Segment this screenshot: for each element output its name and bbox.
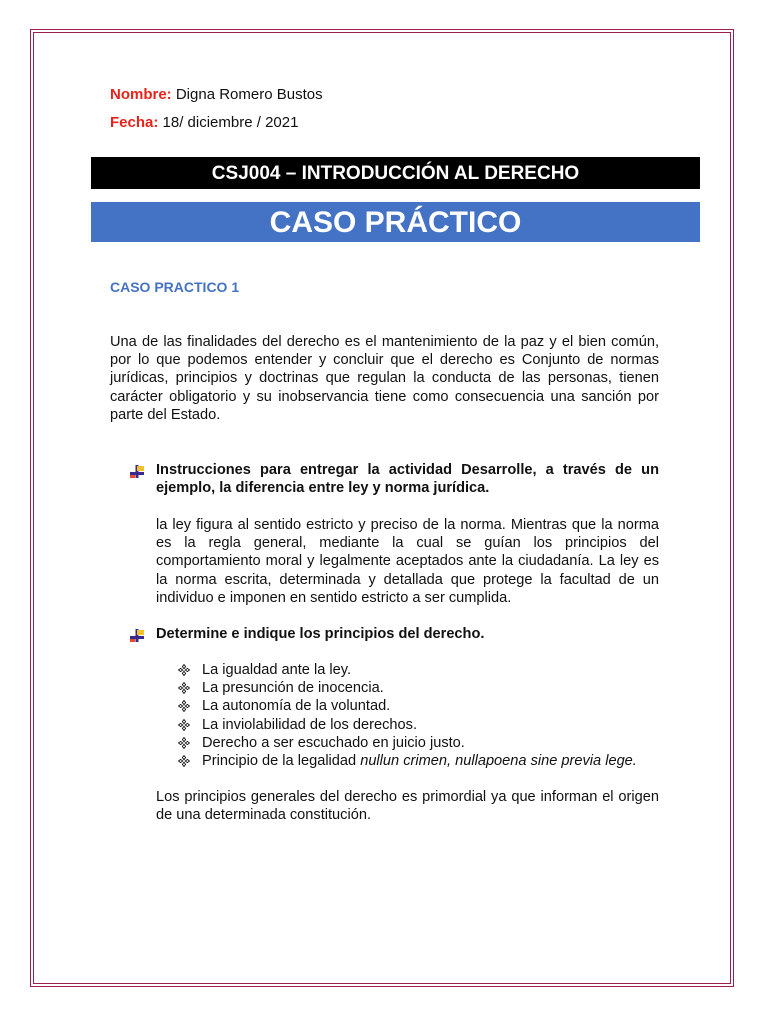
intro-paragraph: Una de las finalidades del derecho es el mantenimiento de la paz y el bien común, por lo que podemos entender y concluir que el derecho es Conjunto de normas jurídicas, principios y doctrinas que regulan la conducta de las personas, tienen carácter obligatorio y su inobservancia tiene como consecuencia una sanción por parte del Estado. [110, 334, 659, 423]
name-line [110, 86, 323, 104]
question-1-answer: la ley figura al sentido estricto y preciso de la norma. Mientras que la norma es la regla general, mediante la cual se guían los principios del comportamiento moral y legalmente aceptados ante la ciudadanía. La ley es la norma escrita, determinada y detallada que protege la facultad de un individuo e imponen en sentido estricto a ser cumplida. [156, 517, 659, 606]
principle-text: La inviolabilidad de los derechos. [202, 716, 417, 733]
list-item [178, 752, 637, 770]
document-title: CASO PRÁCTICO [91, 202, 700, 242]
date-label: Fecha: [110, 114, 159, 131]
question-1-title: Instrucciones para entregar la actividad Desarrolle, a través de un ejemplo, la diferencia entre ley y norma jurídica. [156, 462, 659, 497]
principle-text: La autonomía de la voluntad. [202, 698, 391, 715]
four-diamond-icon [178, 682, 190, 694]
date-line [110, 114, 298, 132]
list-item [178, 661, 637, 679]
four-diamond-icon [178, 664, 190, 676]
question-1 [129, 461, 659, 497]
list-item [178, 716, 637, 734]
name-label: Nombre: [110, 86, 172, 103]
four-diamond-icon [178, 700, 190, 712]
principle-italic-text: nullun crimen, nullapoena sine previa lege. [360, 753, 637, 770]
list-item [178, 734, 637, 752]
four-diamond-icon [178, 719, 190, 731]
closing-paragraph: Los principios generales del derecho es primordial ya que informan el origen de una determinada constitución. [156, 789, 659, 824]
principle-text: La igualdad ante la ley. [202, 662, 352, 678]
list-item [178, 679, 637, 697]
principle-text: La presunción de inocencia. [202, 680, 384, 697]
square-bullet-icon [129, 627, 145, 643]
four-diamond-icon [178, 737, 190, 749]
course-title: CSJ004 – INTRODUCCIÓN AL DERECHO [91, 157, 700, 189]
name-value: Digna Romero Bustos [175, 86, 323, 103]
principles-list [178, 661, 637, 770]
list-item [178, 697, 637, 715]
date-value: 18/ diciembre / 2021 [162, 114, 299, 131]
question-2-title: Determine e indique los principios del derecho. [156, 626, 485, 642]
section-heading: CASO PRACTICO 1 [110, 279, 240, 295]
four-diamond-icon [178, 755, 190, 767]
principle-text: Principio de la legalidad [202, 753, 361, 770]
principle-text: Derecho a ser escuchado en juicio justo. [202, 734, 465, 751]
question-2 [129, 625, 659, 643]
square-bullet-icon [129, 463, 145, 479]
